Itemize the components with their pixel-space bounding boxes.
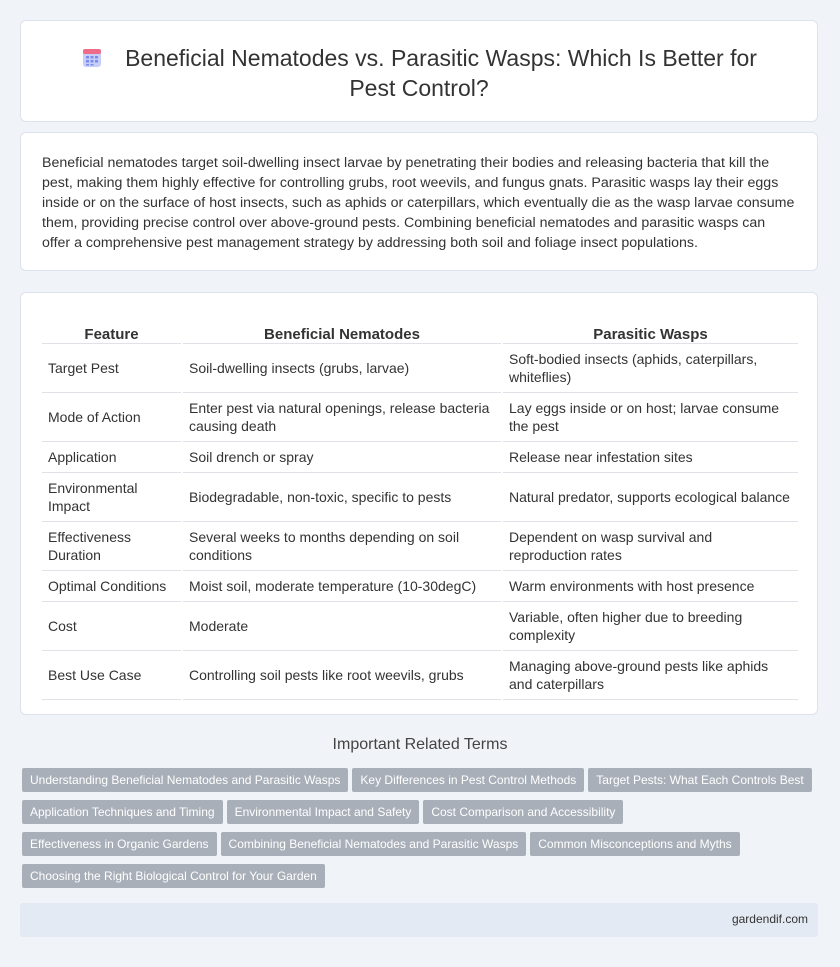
table-cell: Mode of Action [42, 393, 182, 442]
table-row [42, 602, 798, 651]
related-term-tag[interactable]: Target Pests: What Each Controls Best [588, 768, 811, 792]
table-cell: Environmental Impact [42, 473, 182, 522]
table-cell: Best Use Case [42, 651, 182, 700]
related-term-tag[interactable]: Environmental Impact and Safety [227, 800, 420, 824]
related-term-tag[interactable]: Cost Comparison and Accessibility [423, 800, 623, 824]
table-cell: Moist soil, moderate temperature (10-30degC) [182, 571, 502, 602]
table-cell: Variable, often higher due to breeding complexity [502, 602, 798, 651]
related-terms-list [22, 768, 822, 896]
column-header: Beneficial Nematodes [182, 313, 502, 344]
table-cell: Controlling soil pests like root weevils, grubs [182, 651, 502, 700]
table-cell: Target Pest [42, 344, 182, 393]
table-row [42, 393, 798, 442]
table-cell: Application [42, 442, 182, 473]
footer-site-link[interactable]: gardendif.com [731, 912, 808, 926]
related-term-tag[interactable]: Key Differences in Pest Control Methods [352, 768, 584, 792]
table-cell: Natural predator, supports ecological balance [502, 473, 798, 522]
table-row [42, 522, 798, 571]
table-cell: Biodegradable, non-toxic, specific to pests [182, 473, 502, 522]
comparison-table [42, 313, 798, 700]
header-card [20, 20, 818, 122]
comparison-card [20, 292, 818, 715]
table-cell: Effectiveness Duration [42, 522, 182, 571]
table-cell: Cost [42, 602, 182, 651]
related-term-tag[interactable]: Choosing the Right Biological Control for Your Garden [22, 864, 325, 888]
table-header-row [42, 313, 798, 344]
table-row [42, 442, 798, 473]
related-terms-heading: Important Related Terms [332, 736, 508, 753]
page-title-row [21, 43, 817, 103]
related-term-tag[interactable]: Combining Beneficial Nematodes and Parasitic Wasps [221, 832, 527, 856]
table-cell: Moderate [182, 602, 502, 651]
page-title: Beneficial Nematodes vs. Parasitic Wasps: Which Is Better for Pest Control? [125, 45, 757, 101]
related-term-tag[interactable]: Understanding Beneficial Nematodes and Parasitic Wasps [22, 768, 348, 792]
related-term-tag[interactable]: Common Misconceptions and Myths [530, 832, 739, 856]
table-cell: Soil drench or spray [182, 442, 502, 473]
table-cell: Warm environments with host presence [502, 571, 798, 602]
intro-card [20, 132, 818, 271]
table-cell: Dependent on wasp survival and reproduction rates [502, 522, 798, 571]
column-header: Parasitic Wasps [502, 313, 798, 344]
related-term-tag[interactable]: Application Techniques and Timing [22, 800, 223, 824]
table-cell: Several weeks to months depending on soil conditions [182, 522, 502, 571]
footer [20, 903, 818, 937]
table-cell: Managing above-ground pests like aphids and caterpillars [502, 651, 798, 700]
table-row [42, 344, 798, 393]
table-cell: Enter pest via natural openings, release bacteria causing death [182, 393, 502, 442]
table-row [42, 571, 798, 602]
table-cell: Soft-bodied insects (aphids, caterpillars, whiteflies) [502, 344, 798, 393]
table-row [42, 651, 798, 700]
table-row [42, 473, 798, 522]
table-cell: Lay eggs inside or on host; larvae consume the pest [502, 393, 798, 442]
column-header: Feature [42, 313, 182, 344]
table-cell: Release near infestation sites [502, 442, 798, 473]
intro-paragraph: Beneficial nematodes target soil-dwelling insect larvae by penetrating their bodies and releasing bacteria that kill the pest, making them highly effective for controlling grubs, root weevils, and fungus gnats. Parasitic wasps lay their eggs inside or on the surface of host insects, such as aphids or caterpillars, which eventually die as the wasp larvae consume them, providing precise control over above-ground pests. Combining beneficial nematodes and parasitic wasps can offer a comprehensive pest management strategy by addressing both soil and foliage insect populations. [42, 155, 795, 251]
table-cell: Optimal Conditions [42, 571, 182, 602]
table-cell: Soil-dwelling insects (grubs, larvae) [182, 344, 502, 393]
related-term-tag[interactable]: Effectiveness in Organic Gardens [22, 832, 217, 856]
calendar-grid-icon [81, 47, 103, 69]
